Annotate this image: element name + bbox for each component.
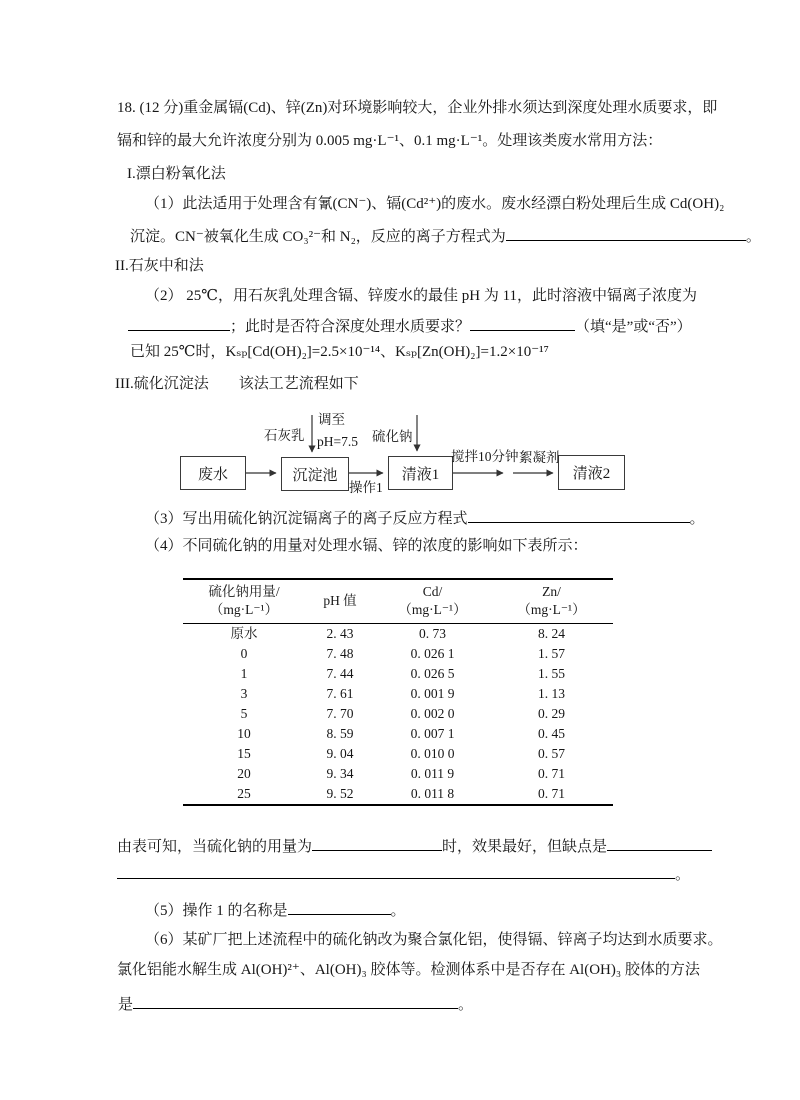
process-flow-diagram [0, 405, 800, 505]
table-cell: 1. 57 [538, 646, 565, 661]
method2-heading [115, 256, 204, 276]
table-cell: 0. 29 [538, 706, 565, 721]
table-header [183, 579, 613, 624]
question-1-line-2-text: 沉淀。CN⁻被氧化生成 CO₃²⁻和 N₂，反应的离子方程式为 [130, 229, 506, 245]
table-body [183, 624, 613, 806]
question-6-line-3 [118, 992, 473, 1015]
sodium-sulfide-table [183, 578, 613, 806]
question-2-line-1-text: （2） 25℃，用石灰乳处理含镉、锌废水的最佳 pH 为 11，此时溶液中镉离子浓度为 [145, 288, 698, 304]
table-header-row [183, 579, 613, 624]
answer-blank-q3 [468, 506, 690, 523]
table-cell: 0. 010 0 [410, 746, 455, 761]
answer-blank-q6 [133, 992, 458, 1009]
ksp-data-line [130, 342, 549, 362]
box-wastewater-label: 废水 [197, 466, 228, 483]
table-row [183, 644, 613, 664]
question-6-line-2-text: 氯化铝能水解生成 Al(OH)²⁺、Al(OH)₃ 胶体等。检测体系中是否存在 Al(OH)₃ 胶体的方法 [117, 962, 700, 978]
table-cell: 0. 71 [538, 766, 565, 781]
label-lime-milk: 石灰乳 [264, 428, 305, 443]
question-5-text: （5）操作 1 的名称是 [145, 903, 288, 919]
method1-heading [127, 164, 226, 184]
box-settling-tank-label: 沉淀池 [292, 467, 338, 484]
intro-line-2-text: 镉和锌的最大允许浓度分别为 0.005 mg·L⁻¹、0.1 mg·L⁻¹。处理该类废水常用方法： [117, 133, 663, 149]
conclusion-line-2 [117, 862, 690, 885]
label-adjust-to: 调至 [318, 412, 345, 427]
answer-blank-q1 [506, 224, 746, 241]
table-row [183, 764, 613, 784]
table-cell: 7. 70 [326, 706, 354, 721]
method3-heading [115, 374, 359, 394]
method3-heading-text: III.硫化沉淀法 该法工艺流程如下 [115, 376, 359, 392]
table-cell: 9. 04 [326, 746, 354, 761]
question-2-fill-hint: （填“是”或“否”） [575, 319, 692, 335]
table-cell: 1. 13 [538, 686, 565, 701]
question-2-line-1 [145, 286, 697, 306]
table-cell: 9. 34 [326, 766, 354, 781]
question-4-text: （4）不同硫化钠的用量对处理水镉、锌的浓度的影响如下表所示： [145, 538, 588, 554]
table-cell: 8. 24 [538, 626, 565, 641]
question-3-line [145, 506, 705, 529]
period: 。 [390, 903, 406, 919]
table-cell: 0. 71 [538, 786, 565, 801]
period: 。 [458, 997, 474, 1013]
table-row [183, 784, 613, 805]
table-cell: 7. 48 [326, 646, 354, 661]
table-cell: 3 [240, 686, 248, 701]
th-cd [375, 579, 490, 624]
question-1-line-1 [145, 194, 724, 214]
table-cell: 1. 55 [538, 666, 565, 681]
label-ph-value: pH=7.5 [317, 434, 358, 449]
label-stir-10min: 搅拌10分钟 [451, 449, 519, 464]
table-cell: 0. 45 [538, 726, 565, 741]
flow-arrows [0, 405, 800, 505]
question-6-line-2 [117, 960, 700, 980]
method1-heading-text: I.漂白粉氧化法 [127, 166, 226, 182]
table-row [183, 724, 613, 744]
label-sodium-sulfide: 硫化钠 [372, 429, 413, 444]
table-cell: 5 [240, 706, 248, 721]
box-clear-liquid-1-label: 清液1 [401, 466, 440, 483]
answer-blank-q2b [470, 314, 575, 331]
answer-blank-drawback-1 [607, 834, 712, 851]
table-cell: 0. 002 0 [410, 706, 455, 721]
answer-blank-q2a [128, 314, 230, 331]
table-row [183, 704, 613, 724]
conclusion-line-1 [117, 834, 712, 857]
table-cell: 15 [237, 746, 251, 761]
table-cell: 0. 73 [419, 626, 446, 641]
table-cell: 9. 52 [326, 786, 354, 801]
th-zn [490, 579, 613, 624]
table-cell: 0 [240, 646, 248, 661]
table-cell: 8. 59 [326, 726, 354, 741]
question-4-line [145, 536, 588, 556]
question-6-line-1-text: （6）某矿厂把上述流程中的硫化钠改为聚合氯化铝，使得镉、锌离子均达到水质要求。 [145, 932, 723, 948]
table [183, 578, 613, 806]
table-cell: 7. 61 [326, 686, 354, 701]
table-cell: 0. 011 8 [410, 786, 455, 801]
th-unit: （mg·L⁻¹） [517, 602, 586, 617]
table-cell: 10 [237, 726, 251, 741]
table-cell: 25 [237, 786, 251, 801]
th-ph [305, 579, 375, 624]
method2-heading-text: II.石灰中和法 [115, 258, 204, 274]
conclusion-pre: 由表可知，当硫化钠的用量为 [117, 839, 313, 855]
table-cell: 0. 026 1 [410, 646, 455, 661]
table-cell: 0. 001 9 [410, 686, 455, 701]
answer-blank-q5 [288, 898, 391, 915]
th-text: Cd/ [422, 584, 443, 599]
table-cell: 7. 44 [326, 666, 354, 681]
label-flocculant: 絮凝剂 [519, 450, 560, 465]
answer-blank-drawback-2 [117, 862, 675, 879]
intro-line-1-text: 18. (12 分)重金属镉(Cd)、锌(Zn)对环境影响较大，企业外排水须达到深度处理水质要求，即 [117, 100, 718, 116]
period: 。 [689, 511, 705, 527]
intro-line-1 [117, 98, 717, 118]
table-cell: 1 [240, 666, 248, 681]
table-cell: 0. 007 1 [410, 726, 455, 741]
question-1-line-2 [130, 224, 761, 247]
conclusion-mid: 时，效果最好，但缺点是 [442, 839, 608, 855]
box-settling-tank [281, 457, 349, 491]
question-2-line-2 [128, 314, 692, 337]
label-operation-1: 操作1 [349, 480, 383, 495]
table-row [183, 744, 613, 764]
table-cell: 2. 43 [326, 626, 354, 641]
question-6-line-1 [145, 930, 723, 950]
table-row [183, 664, 613, 684]
table-row [183, 684, 613, 704]
th-unit: （mg·L⁻¹） [209, 602, 279, 617]
th-unit: （mg·L⁻¹） [398, 602, 467, 617]
th-text: pH 值 [323, 593, 357, 608]
question-2-line-2-text: ；此时是否符合深度处理水质要求？ [230, 319, 471, 335]
period: 。 [675, 867, 691, 883]
question-1-line-1-text: （1）此法适用于处理含有氰(CN⁻)、镉(Cd²⁺)的废水。废水经漂白粉处理后生成 Cd(OH)₂ [145, 196, 725, 212]
box-wastewater [180, 456, 246, 490]
answer-blank-dosage [312, 834, 442, 851]
period: 。 [745, 229, 761, 245]
box-clear-liquid-2-label: 清液2 [572, 466, 611, 482]
table-cell: 0. 011 9 [410, 766, 455, 781]
question-6-line-3-text: 是 [118, 997, 134, 1013]
th-text: 硫化钠用量/ [208, 584, 280, 599]
table-cell: 原水 [230, 626, 258, 641]
box-clear-liquid-1 [388, 456, 453, 490]
question-5-line [145, 898, 406, 921]
th-text: Zn/ [542, 584, 561, 599]
intro-line-2 [117, 131, 662, 151]
table-cell: 0. 57 [538, 746, 565, 761]
question-3-text: （3）写出用硫化钠沉淀镉离子的离子反应方程式 [145, 511, 468, 527]
th-sodium-sulfide-dosage [183, 579, 305, 624]
table-cell: 0. 026 5 [410, 666, 455, 681]
ksp-data-text: 已知 25℃时，Kₛₚ[Cd(OH)₂]=2.5×10⁻¹⁴、Kₛₚ[Zn(OH)₂]=1.2×10⁻¹⁷ [130, 344, 549, 360]
table-cell: 20 [237, 766, 251, 781]
table-row [183, 624, 613, 645]
box-clear-liquid-2 [558, 455, 625, 490]
